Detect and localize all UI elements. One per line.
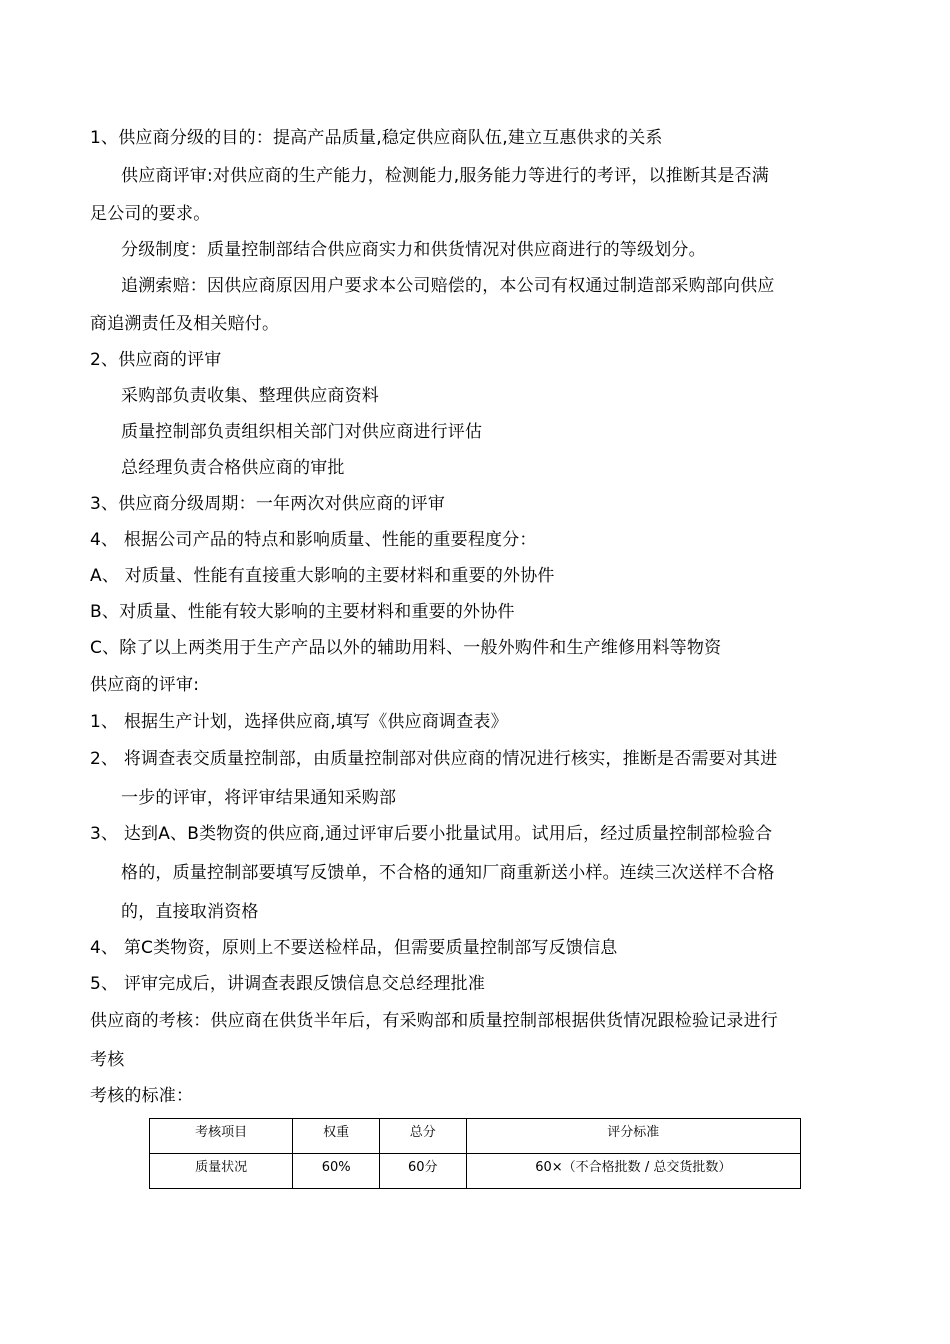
table-header-cell: 权重 [293,1119,380,1154]
table-cell: 质量状况 [150,1154,293,1189]
list-item-step-1: 1、 根据生产计划，选择供应商,填写《供应商调查表》 [90,712,508,732]
table-cell: 60% [293,1154,380,1189]
paragraph-grading-system: 分级制度：质量控制部结合供应商实力和供货情况对供应商进行的等级划分。 [121,240,706,260]
list-item-class-c: C、除了以上两类用于生产产品以外的辅助用料、一般外购件和生产维修用料等物资 [90,638,722,658]
heading-assessment-standard: 考核的标准： [90,1086,194,1106]
list-item-class-a: A、 对质量、性能有直接重大影响的主要材料和重要的外协件 [90,566,555,586]
list-item-step-4: 4、 第C类物资，原则上不要送检样品，但需要质量控制部写反馈信息 [90,938,618,958]
list-item-step-3-cont-1: 格的，质量控制部要填写反馈单，不合格的通知厂商重新送小样。连续三次送样不合格 [121,863,775,883]
list-item-step-3-cont-2: 的，直接取消资格 [121,902,259,922]
heading-supplier-review: 2、供应商的评审 [90,350,222,370]
table-header-cell: 评分标准 [466,1119,800,1154]
paragraph-purpose: 1、供应商分级的目的：提高产品质量,稳定供应商队伍,建立互惠供求的关系 [90,128,663,148]
list-item-class-b: B、对质量、性能有较大影响的主要材料和重要的外协件 [90,602,515,622]
list-item-step-2-cont: 一步的评审，将评审结果通知采购部 [121,788,397,808]
table-header-cell: 考核项目 [150,1119,293,1154]
table-header-row [150,1119,801,1154]
paragraph-grading-period: 3、供应商分级周期：一年两次对供应商的评审 [90,494,446,514]
paragraph-purchasing-duty: 采购部负责收集、整理供应商资料 [121,386,379,406]
table-cell: 60分 [379,1154,466,1189]
paragraph-supplier-review-def: 供应商评审:对供应商的生产能力，检测能力,服务能力等进行的考评，以推断其是否满 [121,166,769,186]
paragraph-qc-duty: 质量控制部负责组织相关部门对供应商进行评估 [121,422,483,442]
table-header-cell: 总分 [379,1119,466,1154]
list-item-step-5: 5、 评审完成后，讲调查表跟反馈信息交总经理批准 [90,974,486,994]
list-item-step-3: 3、 达到A、B类物资的供应商,通过评审后要小批量试用。试用后，经过质量控制部检验合 [90,824,773,844]
paragraph-gm-duty: 总经理负责合格供应商的审批 [121,458,345,478]
heading-review-steps: 供应商的评审: [90,675,200,695]
paragraph-claims: 追溯索赔：因供应商原因用户要求本公司赔偿的，本公司有权通过制造部采购部向供应 [121,276,775,296]
assessment-standard-table [149,1118,801,1189]
list-item-step-2: 2、 将调查表交质量控制部，由质量控制部对供应商的情况进行核实，推断是否需要对其进 [90,749,778,769]
paragraph-supplier-review-def-cont: 足公司的要求。 [90,204,211,224]
table-row [150,1154,801,1189]
paragraph-claims-cont: 商追溯责任及相关赔付。 [90,314,280,334]
paragraph-assessment: 供应商的考核：供应商在供货半年后，有采购部和质量控制部根据供货情况跟检验记录进行 [90,1011,778,1031]
table-cell: 60×（不合格批数 / 总交货批数） [466,1154,800,1189]
paragraph-classification: 4、 根据公司产品的特点和影响质量、性能的重要程度分： [90,530,537,550]
paragraph-assessment-cont: 考核 [90,1050,125,1070]
